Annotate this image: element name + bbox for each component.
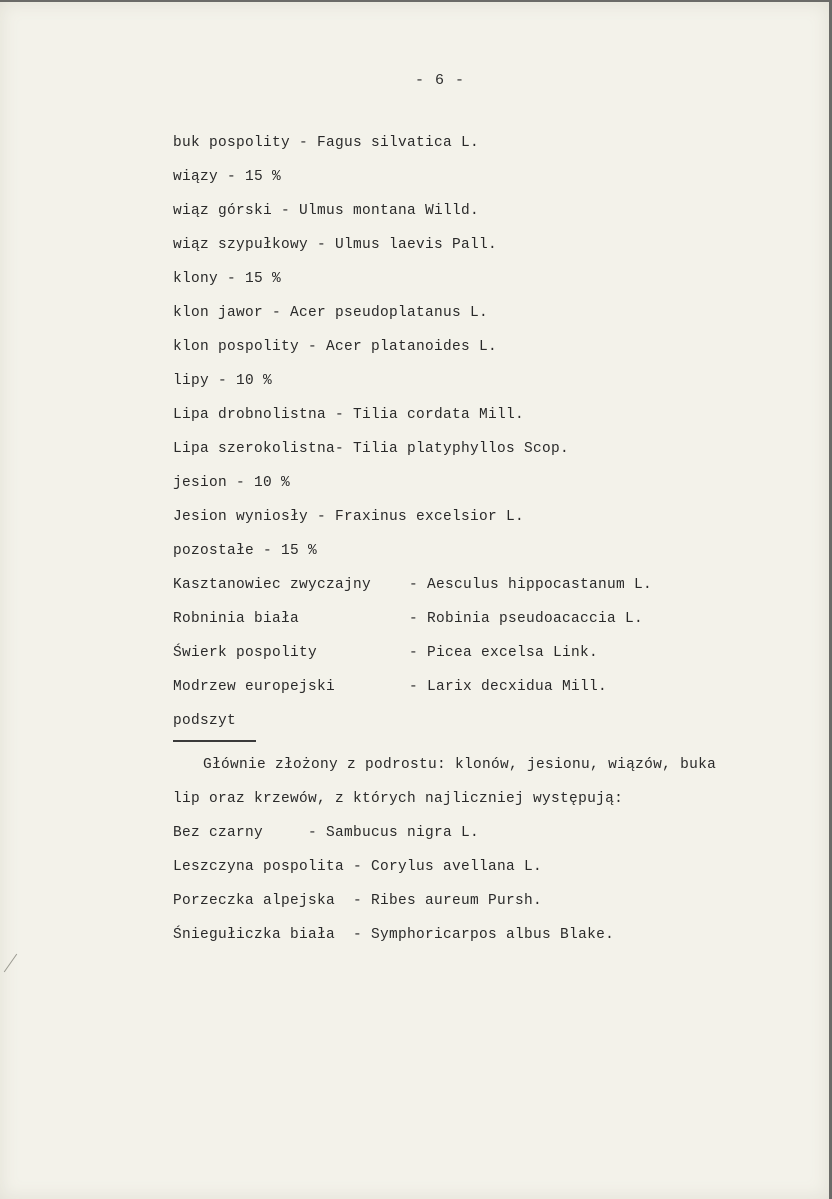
shrub-line: Bez czarny - Sambucus nigra L. xyxy=(173,825,480,841)
paragraph-line: lip oraz krzewów, z których najliczniej występują: xyxy=(173,791,624,807)
group-line: jesion - 10 % xyxy=(173,475,291,491)
group-line: lipy - 10 % xyxy=(173,373,273,389)
table-row-name: Robninia biała xyxy=(173,611,300,627)
species-line: klon jawor - Acer pseudoplatanus L. xyxy=(173,305,489,321)
species-line: Jesion wyniosły - Fraxinus excelsior L. xyxy=(173,509,525,525)
species-line: wiąz szypułkowy - Ulmus laevis Pall. xyxy=(173,237,498,253)
species-line: buk pospolity - Fagus silvatica L. xyxy=(173,135,480,151)
heading-underline xyxy=(173,740,256,742)
paragraph-line: Głównie złożony z podrostu: klonów, jesionu, wiązów, buka xyxy=(203,757,717,773)
table-row-name: Modrzew europejski xyxy=(173,679,336,695)
species-line: klon pospolity - Acer platanoides L. xyxy=(173,339,498,355)
shrub-line: Porzeczka alpejska - Ribes aureum Pursh. xyxy=(173,893,543,909)
page-number: - 6 - xyxy=(414,72,465,89)
shrub-line: Śniegułiczka biała - Symphoricarpos albus Blake. xyxy=(173,927,615,943)
paper-mark xyxy=(4,954,17,973)
document-page xyxy=(0,2,829,1199)
species-line: wiąz górski - Ulmus montana Willd. xyxy=(173,203,480,219)
group-line: pozostałe - 15 % xyxy=(173,543,318,559)
table-row-latin: - Robinia pseudoacaccia L. xyxy=(409,611,644,627)
species-line: Lipa drobnolistna - Tilia cordata Mill. xyxy=(173,407,525,423)
group-line: wiązy - 15 % xyxy=(173,169,282,185)
shrub-line: Leszczyna pospolita - Corylus avellana L. xyxy=(173,859,543,875)
table-row-latin: - Aesculus hippocastanum L. xyxy=(409,577,653,593)
table-row-name: Świerk pospolity xyxy=(173,645,318,661)
table-row-name: Kasztanowiec zwyczajny xyxy=(173,577,372,593)
table-row-latin: - Picea excelsa Link. xyxy=(409,645,599,661)
group-line: klony - 15 % xyxy=(173,271,282,287)
table-row-latin: - Larix decxidua Mill. xyxy=(409,679,608,695)
section-heading: podszyt xyxy=(173,713,237,729)
species-line: Lipa szerokolistna- Tilia platyphyllos Scop. xyxy=(173,441,570,457)
